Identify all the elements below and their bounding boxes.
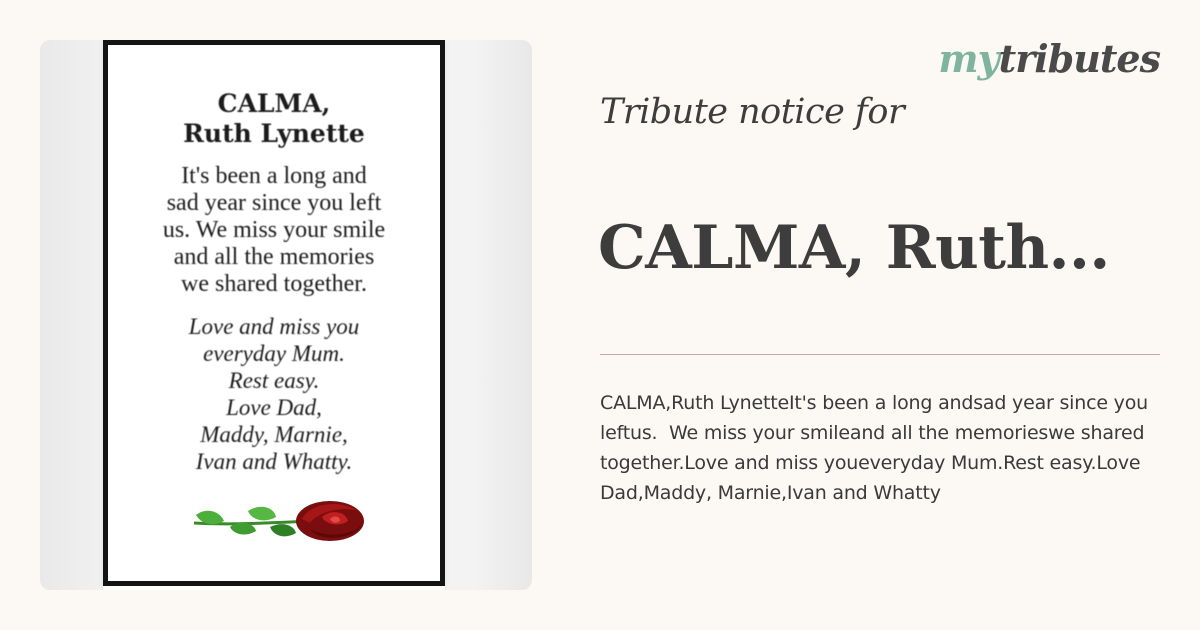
logo-prefix: my	[938, 36, 999, 81]
page-subtitle: Tribute notice for	[600, 92, 905, 132]
notice-message-line: we shared together.	[181, 271, 367, 297]
page-title: CALMA, Ruth...	[598, 213, 1110, 283]
notice-message-line: us. We miss your smile	[162, 217, 386, 243]
notice-name-line: Ruth Lynette	[183, 119, 365, 148]
notice-verse-line: Love Dad,	[226, 395, 322, 420]
rose-icon	[190, 497, 370, 547]
notice-message	[114, 163, 434, 298]
logo-suffix: tributes	[998, 36, 1160, 81]
notice-frame	[103, 40, 445, 586]
notice-verse-line: Rest easy.	[228, 368, 320, 393]
notice-description: CALMA,Ruth LynetteIt's been a long andsad year since you leftus. We miss your smileand all the memorieswe shared together.Love and miss youeveryday Mum.Rest easy.Love Dad,Maddy, Marnie,Ivan and Whatty	[600, 392, 1154, 504]
notice-verse-line: everyday Mum.	[203, 341, 345, 366]
notice-card	[103, 40, 445, 590]
mytributes-logo[interactable]	[938, 36, 1160, 82]
notice-message-line: and all the memories	[173, 244, 375, 270]
notice-name-line: CALMA,	[217, 89, 331, 118]
notice-message-line: sad year since you left	[166, 190, 382, 216]
notice-verse-line: Love and miss you	[188, 314, 360, 339]
notice-verse-line: Maddy, Marnie,	[200, 422, 348, 447]
divider	[600, 354, 1160, 355]
notice-verse-line: Ivan and Whatty.	[195, 449, 353, 474]
notice-image-panel	[40, 40, 532, 590]
notice-verse	[108, 313, 440, 475]
notice-deceased-name	[108, 89, 440, 149]
notice-message-line: It's been a long and	[181, 163, 367, 189]
